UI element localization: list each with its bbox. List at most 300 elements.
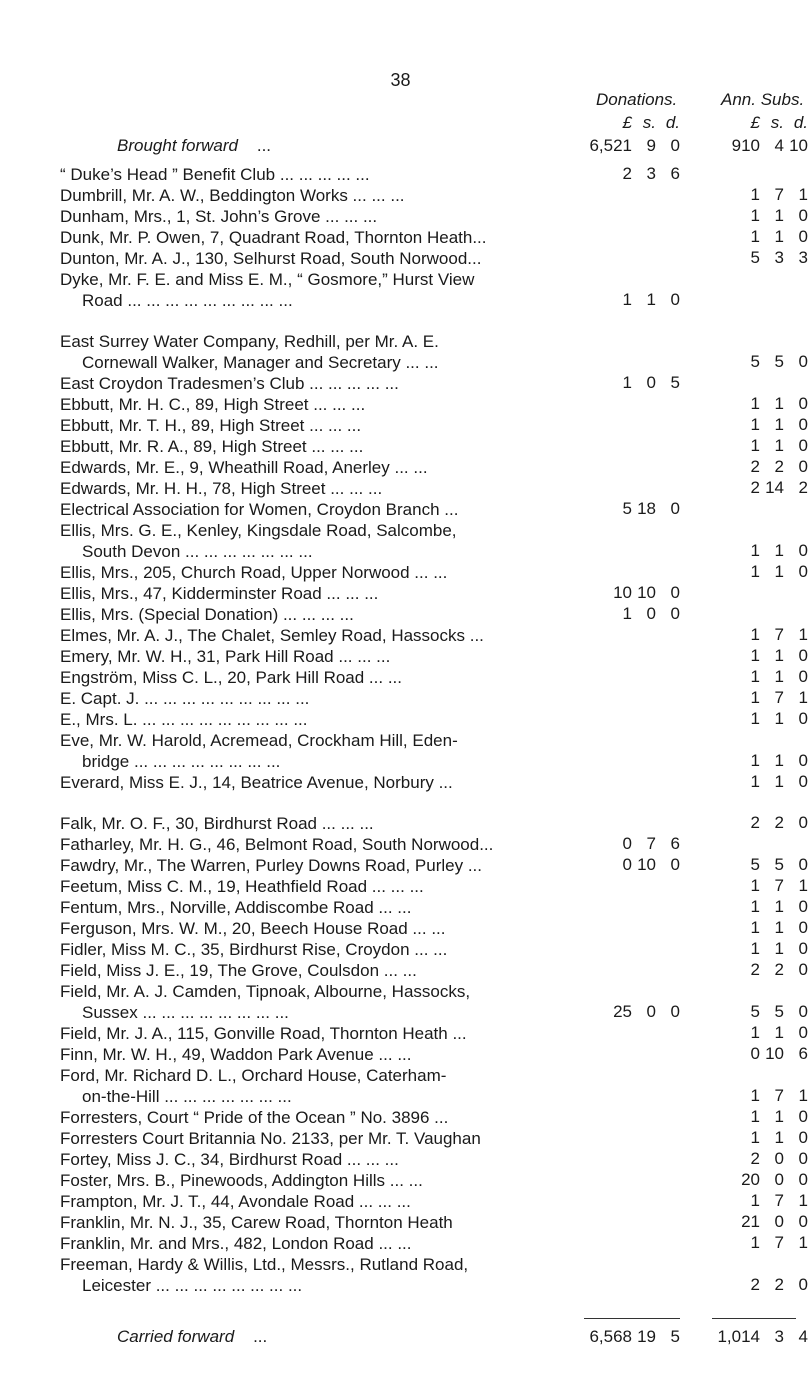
entry-name-line: Foster, Mrs. B., Pinewoods, Addington Hills ... ... [60, 1171, 423, 1190]
ledger-entry [60, 688, 555, 709]
entry-subscription [712, 918, 808, 938]
entry-name-line: Ellis, Mrs., 205, Church Road, Upper Norwood ... ... [60, 563, 448, 582]
subs-unit-header [712, 113, 808, 133]
entry-name [60, 478, 555, 499]
amount-shillings: 2 [774, 457, 784, 476]
entry-name-line: bridge ... ... ... ... ... ... ... ... [82, 752, 281, 771]
amount-pence: 0 [798, 1170, 808, 1189]
entry-name-line: Dumbrill, Mr. A. W., Beddington Works ... ... ... [60, 186, 405, 205]
entry-donation [584, 373, 680, 393]
subs-total-rule [712, 1318, 796, 1319]
amount-shillings: 7 [774, 625, 784, 644]
entry-name [60, 688, 555, 709]
amount-shillings: 7 [774, 1086, 784, 1105]
entry-name [60, 1044, 555, 1065]
amount-pounds: 1 [750, 939, 760, 958]
ledger-entry [60, 813, 555, 834]
ledger-entry [60, 625, 555, 646]
entry-name-line: Dunk, Mr. P. Owen, 7, Quadrant Road, Thornton Heath... [60, 228, 487, 247]
amount-pounds: 21 [741, 1212, 760, 1231]
entry-subscription [712, 751, 808, 771]
amount-pence: 0 [798, 751, 808, 770]
ledger-entry [60, 1065, 555, 1107]
entry-subscription [712, 960, 808, 980]
entry-name-line: Dyke, Mr. F. E. and Miss E. M., “ Gosmore,” Hurst View [60, 270, 475, 289]
ledger-entry [60, 1044, 555, 1065]
entry-donation [584, 604, 680, 624]
amount-pence: 0 [798, 960, 808, 979]
entry-name-line: Fawdry, Mr., The Warren, Purley Downs Road, Purley ... [60, 856, 482, 875]
entry-name [60, 939, 555, 960]
entry-subscription [712, 1044, 808, 1064]
ledger-entry [60, 897, 555, 918]
unit-pounds: £ [622, 113, 632, 132]
entry-subscription [712, 436, 808, 456]
amount-pounds: 1 [750, 709, 760, 728]
amount-pence: 6 [670, 164, 680, 183]
amount-pounds: 1 [750, 688, 760, 707]
amount-shillings: 3 [774, 248, 784, 267]
entry-name-line: Frampton, Mr. J. T., 44, Avondale Road ... ... ... [60, 1192, 411, 1211]
amount-shillings: 0 [774, 1212, 784, 1231]
amount-pence: 0 [798, 394, 808, 413]
ledger-entry [60, 604, 555, 625]
amount-pence: 6 [798, 1044, 808, 1063]
amount-shillings: 1 [774, 541, 784, 560]
brought-forward-subs: 910 4 10 [731, 136, 808, 155]
ledger-entry [60, 499, 555, 520]
ledger-entry [60, 248, 555, 269]
amount-pounds: 0 [622, 834, 632, 853]
donations-unit-header [584, 113, 680, 133]
entry-name-line: Elmes, Mr. A. J., The Chalet, Semley Road, Hassocks ... [60, 626, 484, 645]
amount-shillings: 7 [774, 876, 784, 895]
entry-name [60, 269, 555, 311]
entry-name-line: Cornewall Walker, Manager and Secretary ... ... [82, 353, 439, 372]
entry-name-line: Emery, Mr. W. H., 31, Park Hill Road ... ... ... [60, 647, 391, 666]
amount-pence: 5 [670, 373, 680, 392]
entry-subscription [712, 562, 808, 582]
ledger-entry [60, 876, 555, 897]
amount-pounds: 1 [750, 1128, 760, 1147]
entry-name-line: Field, Mr. A. J. Camden, Tipnoak, Albourne, Hassocks, [60, 982, 471, 1001]
entry-subscription [712, 1128, 808, 1148]
amount-shillings: 0 [646, 373, 656, 392]
entry-name [60, 1254, 555, 1296]
amount-pounds: 2 [750, 960, 760, 979]
amount-pence: 0 [798, 897, 808, 916]
entry-name-line: Ellis, Mrs. G. E., Kenley, Kingsdale Road, Salcombe, [60, 521, 457, 540]
entry-name [60, 331, 555, 373]
entry-name-line: East Croydon Tradesmen’s Club ... ... ... ... ... [60, 374, 399, 393]
amount-shillings: 0 [646, 1002, 656, 1021]
amount-pence: 0 [670, 1002, 680, 1021]
amount-pounds: 0 [622, 855, 632, 874]
amount-pounds: 1 [750, 541, 760, 560]
ledger-entry [60, 939, 555, 960]
ledger-entry [60, 1023, 555, 1044]
entry-subscription [712, 646, 808, 666]
amount-pounds: 1 [750, 227, 760, 246]
amount-pounds: 25 [613, 1002, 632, 1021]
ledger-entry [60, 373, 555, 394]
entry-name [60, 730, 555, 772]
ledger-entry [60, 1212, 555, 1233]
amount-shillings: 1 [774, 772, 784, 791]
amount-shillings: 1 [774, 227, 784, 246]
amount-pence: 1 [798, 1233, 808, 1252]
amount-pounds: 0 [750, 1044, 760, 1063]
amount-pounds: 5 [750, 1002, 760, 1021]
carried-forward-label: Carried forward ... [117, 1327, 268, 1346]
ledger-entry [60, 1170, 555, 1191]
amount-pence: 0 [798, 667, 808, 686]
ledger-entry [60, 583, 555, 604]
amount-shillings: 1 [774, 709, 784, 728]
entry-name-line: Fentum, Mrs., Norville, Addiscombe Road ... ... [60, 898, 412, 917]
entry-name [60, 583, 555, 604]
entry-donation [584, 499, 680, 519]
entry-subscription [712, 1191, 808, 1211]
donations-total-rule [584, 1318, 680, 1319]
entry-name-line: Field, Mr. J. A., 115, Gonville Road, Thornton Heath ... [60, 1024, 467, 1043]
amount-shillings: 1 [774, 897, 784, 916]
ledger-entry [60, 562, 555, 583]
amount-pounds: 2 [750, 1275, 760, 1294]
amount-shillings: 18 [637, 499, 656, 518]
amount-pounds: 1 [750, 415, 760, 434]
entry-name [60, 185, 555, 206]
amount-pence: 0 [798, 772, 808, 791]
entry-name [60, 834, 555, 855]
entry-name [60, 248, 555, 269]
entry-subscription [712, 1023, 808, 1043]
amount-pence: 0 [798, 646, 808, 665]
entry-subscription [712, 813, 808, 833]
entry-name [60, 772, 555, 793]
amount-pence: 0 [798, 1002, 808, 1021]
entry-name [60, 981, 555, 1023]
amount-pence: 6 [670, 834, 680, 853]
entry-subscription [712, 478, 808, 498]
amount-pence: 0 [670, 604, 680, 623]
amount-pounds: 1 [622, 604, 632, 623]
amount-pence: 0 [670, 855, 680, 874]
ledger-entry [60, 457, 555, 478]
unit-pence: d. [665, 113, 680, 132]
amount-pounds: 1 [750, 918, 760, 937]
ledger-entry [60, 981, 555, 1023]
amount-shillings: 1 [774, 415, 784, 434]
amount-pence: 0 [798, 918, 808, 937]
amount-pence: 0 [798, 1275, 808, 1294]
entry-name-line: Franklin, Mr. and Mrs., 482, London Road ... ... [60, 1234, 412, 1253]
entry-name [60, 373, 555, 394]
entry-name [60, 876, 555, 897]
amount-pence: 0 [670, 290, 680, 309]
ledger-entry [60, 855, 555, 876]
ledger-entry [60, 1191, 555, 1212]
entry-name-line: Franklin, Mr. N. J., 35, Carew Road, Thornton Heath [60, 1213, 453, 1232]
amount-pounds: 1 [750, 1023, 760, 1042]
amount-pence: 2 [798, 478, 808, 497]
entry-name [60, 709, 555, 730]
amount-shillings: 1 [774, 939, 784, 958]
entry-name-line: Engström, Miss C. L., 20, Park Hill Road ... ... [60, 668, 402, 687]
entry-subscription [712, 1212, 808, 1232]
entry-name [60, 164, 555, 185]
entry-donation [584, 583, 680, 603]
ledger-entry [60, 1233, 555, 1254]
entry-name-line: Field, Miss J. E., 19, The Grove, Coulsdon ... ... [60, 961, 417, 980]
amount-shillings: 0 [774, 1149, 784, 1168]
ledger-entry [60, 646, 555, 667]
entry-name-line: Edwards, Mr. E., 9, Wheathill Road, Anerley ... ... [60, 458, 428, 477]
entry-subscription [712, 1149, 808, 1169]
amount-pence: 0 [798, 541, 808, 560]
entry-name-line: Leicester ... ... ... ... ... ... ... ... [82, 1276, 303, 1295]
amount-pence: 0 [670, 583, 680, 602]
amount-pounds: 1 [750, 876, 760, 895]
amount-pounds: 5 [750, 248, 760, 267]
amount-shillings: 7 [774, 185, 784, 204]
amount-shillings: 14 [765, 478, 784, 497]
entry-name-line: Finn, Mr. W. H., 49, Waddon Park Avenue ... ... [60, 1045, 412, 1064]
amount-shillings: 7 [774, 688, 784, 707]
entry-subscription [712, 206, 808, 226]
amount-shillings: 1 [774, 206, 784, 225]
amount-pounds: 1 [750, 772, 760, 791]
amount-pounds: 1 [750, 667, 760, 686]
entry-subscription [712, 457, 808, 477]
page-number: 38 [390, 70, 411, 90]
entry-name [60, 855, 555, 876]
entry-subscription [712, 415, 808, 435]
amount-pounds: 2 [750, 1149, 760, 1168]
amount-pounds: 1 [750, 562, 760, 581]
amount-shillings: 1 [774, 646, 784, 665]
entry-name [60, 520, 555, 562]
amount-pounds: 2 [750, 478, 760, 497]
entry-name-line: Ellis, Mrs., 47, Kidderminster Road ... ... ... [60, 584, 379, 603]
entry-name-line: Road ... ... ... ... ... ... ... ... ... [82, 291, 293, 310]
amount-pounds: 5 [622, 499, 632, 518]
entry-name [60, 813, 555, 834]
amount-pounds: 20 [741, 1170, 760, 1189]
amount-pounds: 1 [750, 646, 760, 665]
entry-name-line: Ebbutt, Mr. T. H., 89, High Street ... ... ... [60, 416, 362, 435]
amount-pence: 0 [798, 939, 808, 958]
ledger-entry [60, 1254, 555, 1296]
ledger-entry [60, 709, 555, 730]
entry-name [60, 436, 555, 457]
amount-pence: 1 [798, 185, 808, 204]
entry-name-line: Edwards, Mr. H. H., 78, High Street ... ... ... [60, 479, 383, 498]
entry-donation [584, 834, 680, 854]
entry-name [60, 646, 555, 667]
amount-pence: 0 [798, 1107, 808, 1126]
amount-shillings: 1 [774, 918, 784, 937]
amount-pence: 1 [798, 1191, 808, 1210]
amount-pence: 0 [798, 206, 808, 225]
entry-name [60, 415, 555, 436]
entry-name [60, 1065, 555, 1107]
amount-shillings: 7 [774, 1191, 784, 1210]
amount-shillings: 1 [774, 562, 784, 581]
amount-pounds: 2 [750, 813, 760, 832]
entry-name-line: “ Duke’s Head ” Benefit Club ... ... ... ... ... [60, 165, 370, 184]
brought-forward-label: Brought forward ... [117, 136, 272, 155]
amount-pounds: 1 [750, 394, 760, 413]
entry-donation [584, 164, 680, 184]
entry-name-line: Sussex ... ... ... ... ... ... ... ... [82, 1003, 289, 1022]
amount-pounds: 1 [750, 1191, 760, 1210]
entry-subscription [712, 855, 808, 875]
ledger-entry [60, 436, 555, 457]
ledger-entry [60, 1128, 555, 1149]
ledger-entry [60, 394, 555, 415]
entry-subscription [712, 688, 808, 708]
entry-subscription [712, 1233, 808, 1253]
entry-name [60, 206, 555, 227]
amount-pounds: 5 [750, 855, 760, 874]
amount-shillings: 5 [774, 1002, 784, 1021]
ledger-entry [60, 667, 555, 688]
entry-name-line: Dunton, Mr. A. J., 130, Selhurst Road, South Norwood... [60, 249, 482, 268]
entry-name-line: Ferguson, Mrs. W. M., 20, Beech House Road ... ... [60, 919, 446, 938]
unit-shillings: s. [770, 113, 784, 132]
entry-name [60, 1191, 555, 1212]
ledger-entry [60, 960, 555, 981]
entry-name [60, 394, 555, 415]
entry-subscription [712, 709, 808, 729]
subs-column-title: Ann. Subs. [721, 90, 805, 109]
entry-name-line: Fidler, Miss M. C., 35, Birdhurst Rise, Croydon ... ... [60, 940, 448, 959]
amount-pence: 0 [798, 227, 808, 246]
entry-subscription [712, 227, 808, 247]
amount-pence: 0 [798, 415, 808, 434]
entry-name-line: Freeman, Hardy & Willis, Ltd., Messrs., Rutland Road, [60, 1255, 469, 1274]
entry-name [60, 1212, 555, 1233]
amount-pence: 0 [798, 813, 808, 832]
entry-name [60, 1170, 555, 1191]
entry-name [60, 457, 555, 478]
unit-pounds: £ [750, 113, 760, 132]
entry-subscription [712, 248, 808, 268]
amount-shillings: 7 [646, 834, 656, 853]
amount-pence: 0 [798, 1128, 808, 1147]
entry-name [60, 562, 555, 583]
entry-name-line: Feetum, Miss C. M., 19, Heathfield Road ... ... ... [60, 877, 424, 896]
entry-subscription [712, 1086, 808, 1106]
entry-name-line: Ford, Mr. Richard D. L., Orchard House, Caterham- [60, 1066, 447, 1085]
amount-pounds: 10 [613, 583, 632, 602]
entry-name-line: Forresters Court Britannia No. 2133, per Mr. T. Vaughan [60, 1129, 481, 1148]
entry-name-line: on-the-Hill ... ... ... ... ... ... ... [82, 1087, 292, 1106]
amount-shillings: 1 [774, 667, 784, 686]
amount-pence: 0 [798, 352, 808, 371]
ledger-entry [60, 331, 555, 373]
amount-shillings: 2 [774, 960, 784, 979]
amount-pence: 1 [798, 876, 808, 895]
carried-forward-donations: 6,568 19 5 [589, 1327, 680, 1346]
amount-pounds: 1 [750, 625, 760, 644]
amount-pounds: 2 [622, 164, 632, 183]
entry-subscription [712, 1275, 808, 1295]
entry-subscription [712, 939, 808, 959]
entry-name-line: Fatharley, Mr. H. G., 46, Belmont Road, South Norwood... [60, 835, 494, 854]
entry-subscription [712, 897, 808, 917]
entry-subscription [712, 394, 808, 414]
amount-pounds: 1 [622, 373, 632, 392]
amount-shillings: 2 [774, 1275, 784, 1294]
amount-shillings: 1 [774, 436, 784, 455]
amount-pounds: 1 [750, 1233, 760, 1252]
amount-shillings: 1 [774, 1023, 784, 1042]
amount-shillings: 1 [774, 1107, 784, 1126]
entry-subscription [712, 772, 808, 792]
entry-name [60, 1023, 555, 1044]
entry-name [60, 625, 555, 646]
amount-pence: 0 [798, 709, 808, 728]
ledger-entry [60, 206, 555, 227]
entry-subscription [712, 352, 808, 372]
brought-forward-donations: 6,521 9 0 [589, 136, 680, 155]
entry-subscription [712, 1107, 808, 1127]
amount-pounds: 1 [750, 185, 760, 204]
amount-pounds: 1 [750, 751, 760, 770]
entry-name-line: Falk, Mr. O. F., 30, Birdhurst Road ... ... ... [60, 814, 374, 833]
entry-name-line: Ellis, Mrs. (Special Donation) ... ... ... ... [60, 605, 354, 624]
entry-name [60, 499, 555, 520]
amount-pounds: 1 [622, 290, 632, 309]
amount-shillings: 0 [646, 604, 656, 623]
amount-pence: 1 [798, 688, 808, 707]
amount-pence: 0 [798, 855, 808, 874]
entry-name [60, 1149, 555, 1170]
donations-column-title: Donations. [596, 90, 678, 109]
ledger-entry [60, 164, 555, 185]
entry-name-line: Eve, Mr. W. Harold, Acremead, Crockham Hill, Eden- [60, 731, 458, 750]
amount-shillings: 7 [774, 1233, 784, 1252]
amount-shillings: 10 [637, 855, 656, 874]
entry-name-line: Forresters, Court “ Pride of the Ocean ” No. 3896 ... [60, 1108, 449, 1127]
carried-forward-subs: 1,014 3 4 [717, 1327, 808, 1346]
amount-shillings: 1 [646, 290, 656, 309]
ledger-entry [60, 834, 555, 855]
ledger-entry [60, 1107, 555, 1128]
entry-subscription [712, 667, 808, 687]
entry-name-line: Everard, Miss E. J., 14, Beatrice Avenue, Norbury ... [60, 773, 453, 792]
amount-pounds: 1 [750, 897, 760, 916]
amount-shillings: 2 [774, 813, 784, 832]
amount-pounds: 5 [750, 352, 760, 371]
entry-name [60, 1233, 555, 1254]
entry-name [60, 227, 555, 248]
entry-donation [584, 290, 680, 310]
entry-name [60, 918, 555, 939]
amount-shillings: 10 [765, 1044, 784, 1063]
ledger-entry [60, 227, 555, 248]
ledger-entry [60, 1149, 555, 1170]
amount-pence: 0 [798, 436, 808, 455]
entry-name-line: Fortey, Miss J. C., 34, Birdhurst Road ... ... ... [60, 1150, 399, 1169]
amount-pence: 0 [670, 499, 680, 518]
amount-pounds: 1 [750, 436, 760, 455]
entry-name [60, 897, 555, 918]
ledger-entry [60, 730, 555, 772]
entry-subscription [712, 541, 808, 561]
